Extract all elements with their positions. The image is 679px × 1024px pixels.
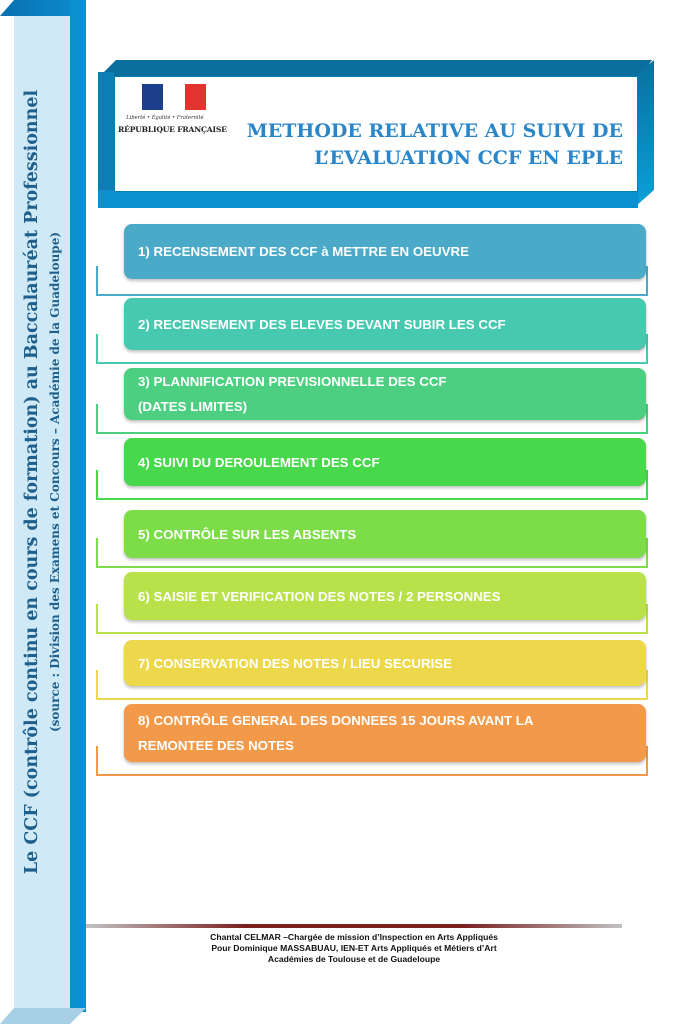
step-label: 3) PLANNIFICATION PREVISIONNELLE DES CCF: [138, 374, 447, 389]
footer-line1: Chantal CELMAR –Chargée de mission d’Inspection en Arts Appliqués: [210, 932, 498, 942]
footer: [80, 932, 628, 965]
step-label: 2) RECENSEMENT DES ELEVES DEVANT SUBIR LES CCF: [138, 316, 506, 332]
step-card: [124, 224, 646, 279]
step-label: 1) RECENSEMENT DES CCF à METTRE EN OEUVRE: [138, 244, 469, 259]
step-item: [96, 704, 648, 776]
logo-name: RÉPUBLIQUE FRANÇAISE: [118, 125, 227, 134]
sidebar-banner: [0, 0, 86, 1024]
footer-line2: Pour Dominique MASSABUAU, IEN-ET Arts Appliqués et Métiers d’Art: [211, 943, 497, 953]
page-title-line1: METHODE RELATIVE AU SUIVI DE: [246, 120, 623, 142]
page-title: [193, 118, 623, 172]
step-card: [124, 640, 646, 686]
step-label: 5) CONTRÔLE SUR LES ABSENTS: [138, 526, 357, 542]
footer-line3: Académies de Toulouse et de Guadeloupe: [267, 954, 441, 964]
logo-motto: Liberté • Égalité • Fraternité: [126, 115, 204, 121]
sidebar-source: (source : Division des Examens et Concours – Académie de la Guadeloupe): [48, 231, 62, 733]
step-label: 7) CONSERVATION DES NOTES / LIEU SECURISE: [138, 655, 453, 671]
step-card: [124, 368, 646, 420]
step-label-line2: (DATES LIMITES): [138, 399, 248, 414]
step-label: 6) SAISIE ET VERIFICATION DES NOTES / 2 PERSONNES: [138, 588, 501, 604]
step-item: [96, 438, 648, 500]
french-flag-icon: [142, 84, 206, 110]
step-item: [96, 298, 648, 364]
step-card: [124, 704, 646, 762]
sidebar-title: Le CCF (contrôle continu en cours de formation) au Baccalauréat Professionnel: [22, 89, 42, 875]
sidebar-vertical-text: [21, 32, 63, 932]
step-item: [96, 572, 648, 634]
title-banner-bottom: [98, 190, 638, 208]
title-banner-left: [98, 72, 114, 208]
step-item: [96, 640, 648, 700]
step-item: [96, 224, 648, 294]
step-card: [124, 572, 646, 620]
page-title-line2: L’EVALUATION CCF EN EPLE: [314, 147, 623, 169]
step-label-line2: REMONTEE DES NOTES: [138, 738, 294, 753]
step-item: [96, 368, 648, 434]
step-item: [96, 510, 648, 568]
step-label: 4) SUIVI DU DEROULEMENT DES CCF: [138, 454, 380, 470]
footer-divider: [86, 924, 622, 928]
step-card: [124, 438, 646, 486]
step-label: 8) CONTRÔLE GENERAL DES DONNEES 15 JOURS AVANT LA: [138, 713, 534, 728]
title-banner-right: [636, 60, 654, 206]
sidebar-side: [70, 0, 86, 1012]
title-banner-top: [100, 60, 652, 76]
step-card: [124, 298, 646, 350]
sidebar-bottom-cap: [0, 1008, 86, 1024]
step-card: [124, 510, 646, 558]
